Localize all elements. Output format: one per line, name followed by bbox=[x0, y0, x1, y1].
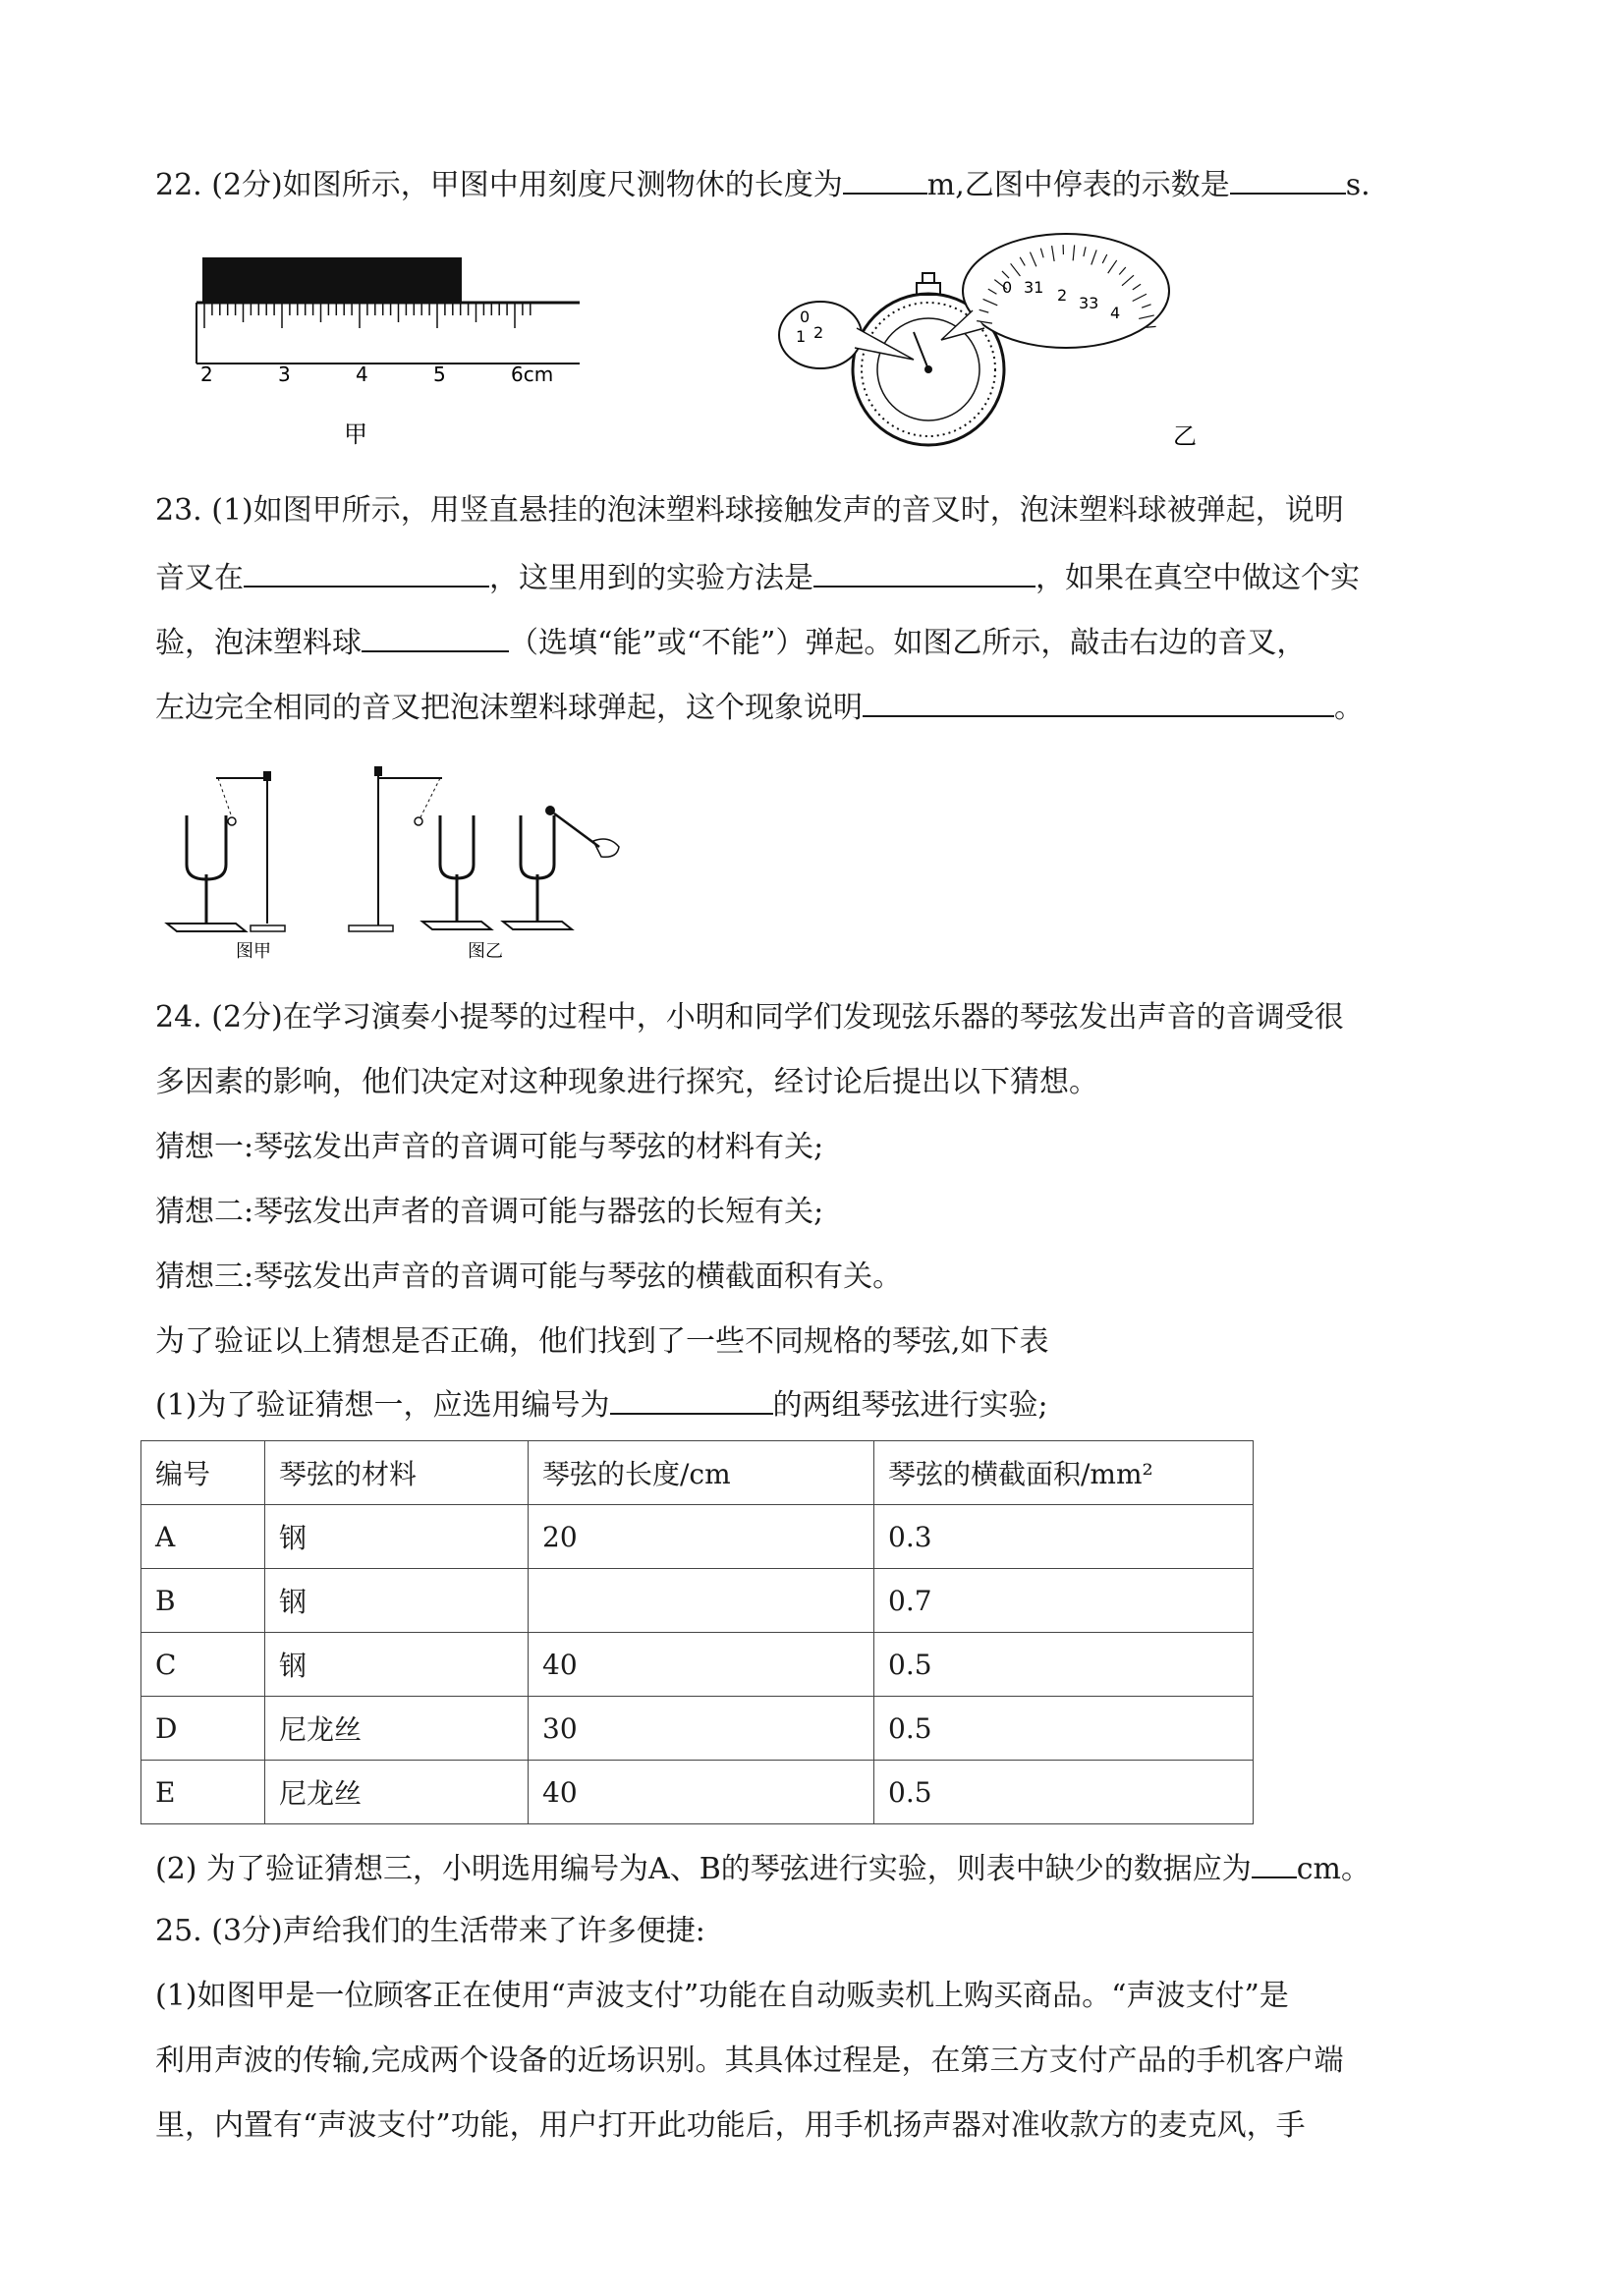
table-row bbox=[141, 1569, 1254, 1633]
big-dial-label: 33 bbox=[1079, 294, 1099, 312]
fig-yi-label: 图乙 bbox=[468, 941, 503, 962]
q24-sub1: (1)为了验证猜想一，应选用编号为 的两组琴弦进行实验; bbox=[155, 1383, 1048, 1426]
table-header-cell: 编号 bbox=[141, 1441, 265, 1505]
table-cell: 20 bbox=[529, 1505, 874, 1569]
table-header-row bbox=[141, 1441, 1254, 1505]
table-cell: A bbox=[141, 1505, 265, 1569]
ruler-figure bbox=[187, 236, 609, 462]
q24-sub2: (2) 为了验证猜想三，小明选用编号为A、B的琴弦进行实验，则表中缺少的数据应为 cm。 bbox=[155, 1847, 1371, 1889]
table-cell: 0.5 bbox=[874, 1697, 1254, 1761]
table-row bbox=[141, 1761, 1254, 1824]
ruler-tick-label: 4 bbox=[356, 363, 368, 386]
q24-blank-strings[interactable] bbox=[610, 1383, 773, 1415]
ruler-tick-label: 3 bbox=[278, 363, 291, 386]
table-cell: 40 bbox=[529, 1633, 874, 1697]
q23-blank-method[interactable] bbox=[813, 556, 1035, 588]
q24-line3: 为了验证以上猜想是否正确，他们找到了一些不同规格的琴弦,如下表 bbox=[155, 1324, 1049, 1359]
table-cell: E bbox=[141, 1761, 265, 1824]
ruler-tick-label: 6cm bbox=[511, 363, 554, 386]
fig-jia-apparatus bbox=[167, 771, 285, 962]
ruler-tick-label: 5 bbox=[433, 363, 446, 386]
q22-blank-time[interactable] bbox=[1230, 163, 1346, 195]
table-cell: 40 bbox=[529, 1761, 874, 1824]
figure-label-yi: 乙 bbox=[1173, 422, 1197, 450]
big-dial-label: 4 bbox=[1110, 304, 1121, 322]
q23-blank-phenomenon[interactable] bbox=[863, 686, 1334, 717]
measured-object bbox=[202, 257, 462, 303]
table-cell: 0.5 bbox=[874, 1633, 1254, 1697]
q24-guess3: 猜想三:琴弦发出声音的音调可能与琴弦的横截面积有关。 bbox=[155, 1260, 903, 1294]
table-row bbox=[141, 1505, 1254, 1569]
fig-jia-label: 图甲 bbox=[236, 941, 271, 962]
q25-line4: 里，内置有“声波支付”功能，用户打开此功能后，用手机扬声器对准收款方的麦克风，手 bbox=[155, 2108, 1306, 2143]
ruler-tick-label: 2 bbox=[200, 363, 213, 386]
table-cell: D bbox=[141, 1697, 265, 1761]
stopwatch-figure bbox=[766, 222, 1199, 468]
string-spec-table bbox=[140, 1440, 1254, 1824]
table-cell: 30 bbox=[529, 1697, 874, 1761]
table-cell: 0.3 bbox=[874, 1505, 1254, 1569]
table-cell: 钢 bbox=[265, 1505, 529, 1569]
table-header-cell: 琴弦的长度/cm bbox=[529, 1441, 874, 1505]
table-cell: B bbox=[141, 1569, 265, 1633]
table-row bbox=[141, 1697, 1254, 1761]
big-dial-label: 0 bbox=[1002, 278, 1013, 297]
q23-blank-state[interactable] bbox=[244, 556, 489, 588]
table-cell-missing-length[interactable] bbox=[529, 1569, 874, 1633]
q23-line4: 左边完全相同的音叉把泡沫塑料球弹起，这个现象说明 。 bbox=[155, 686, 1364, 728]
q24-guess1: 猜想一:琴弦发出声音的音调可能与琴弦的材料有关; bbox=[155, 1130, 824, 1164]
q24-line2: 多因素的影响，他们决定对这种现象进行探究，经讨论后提出以下猜想。 bbox=[155, 1065, 1098, 1099]
figure-label-jia: 甲 bbox=[344, 420, 367, 448]
q23-line2: 音叉在 ，这里用到的实验方法是 ，如果在真空中做这个实 bbox=[155, 556, 1360, 598]
big-dial-label: 31 bbox=[1024, 278, 1044, 297]
table-cell: 尼龙丝 bbox=[265, 1761, 529, 1824]
q23-blank-vacuum[interactable] bbox=[362, 621, 509, 652]
q23-line1: 23. (1)如图甲所示，用竖直悬挂的泡沫塑料球接触发声的音叉时，泡沫塑料球被弹起，说明 bbox=[155, 493, 1344, 528]
table-cell: 钢 bbox=[265, 1569, 529, 1633]
small-dial-label: 2 bbox=[813, 323, 824, 342]
q24-blank-length[interactable] bbox=[1252, 1847, 1297, 1878]
q24-guess2: 猜想二:琴弦发出声者的音调可能与器弦的长短有关; bbox=[155, 1195, 824, 1229]
table-cell: 钢 bbox=[265, 1633, 529, 1697]
q22-blank-length[interactable] bbox=[843, 163, 927, 195]
table-cell: 0.5 bbox=[874, 1761, 1254, 1824]
q22-text: 22. (2分)如图所示，甲图中用刻度尺测物休的长度为 m,乙图中停表的示数是 s. bbox=[155, 163, 1371, 205]
big-dial-label: 2 bbox=[1057, 286, 1068, 305]
table-header-cell: 琴弦的横截面积/mm² bbox=[874, 1441, 1254, 1505]
small-dial-label: 0 bbox=[800, 308, 811, 326]
fig-yi-apparatus bbox=[349, 766, 619, 962]
tuning-fork-figure bbox=[157, 756, 639, 963]
q25-line3: 利用声波的传输,完成两个设备的近场识别。其具体过程是，在第三方支付产品的手机客户端 bbox=[155, 2044, 1344, 2078]
q24-line1: 24. (2分)在学习演奏小提琴的过程中，小明和同学们发现弦乐器的琴弦发出声音的音调受很 bbox=[155, 1000, 1344, 1035]
ruler-ticks bbox=[204, 303, 531, 328]
q25-line2: (1)如图甲是一位顾客正在使用“声波支付”功能在自动贩卖机上购买商品。“声波支付”是 bbox=[155, 1979, 1289, 2013]
table-cell: C bbox=[141, 1633, 265, 1697]
small-dial-label: 1 bbox=[796, 327, 807, 346]
table-header-cell: 琴弦的材料 bbox=[265, 1441, 529, 1505]
q25-line1: 25. (3分)声给我们的生活带来了许多便捷: bbox=[155, 1914, 705, 1948]
q23-line3: 验，泡沫塑料球 （选填“能”或“不能”）弹起。如图乙所示，敲击右边的音叉， bbox=[155, 621, 1306, 663]
table-cell: 尼龙丝 bbox=[265, 1697, 529, 1761]
table-row bbox=[141, 1633, 1254, 1697]
table-cell: 0.7 bbox=[874, 1569, 1254, 1633]
